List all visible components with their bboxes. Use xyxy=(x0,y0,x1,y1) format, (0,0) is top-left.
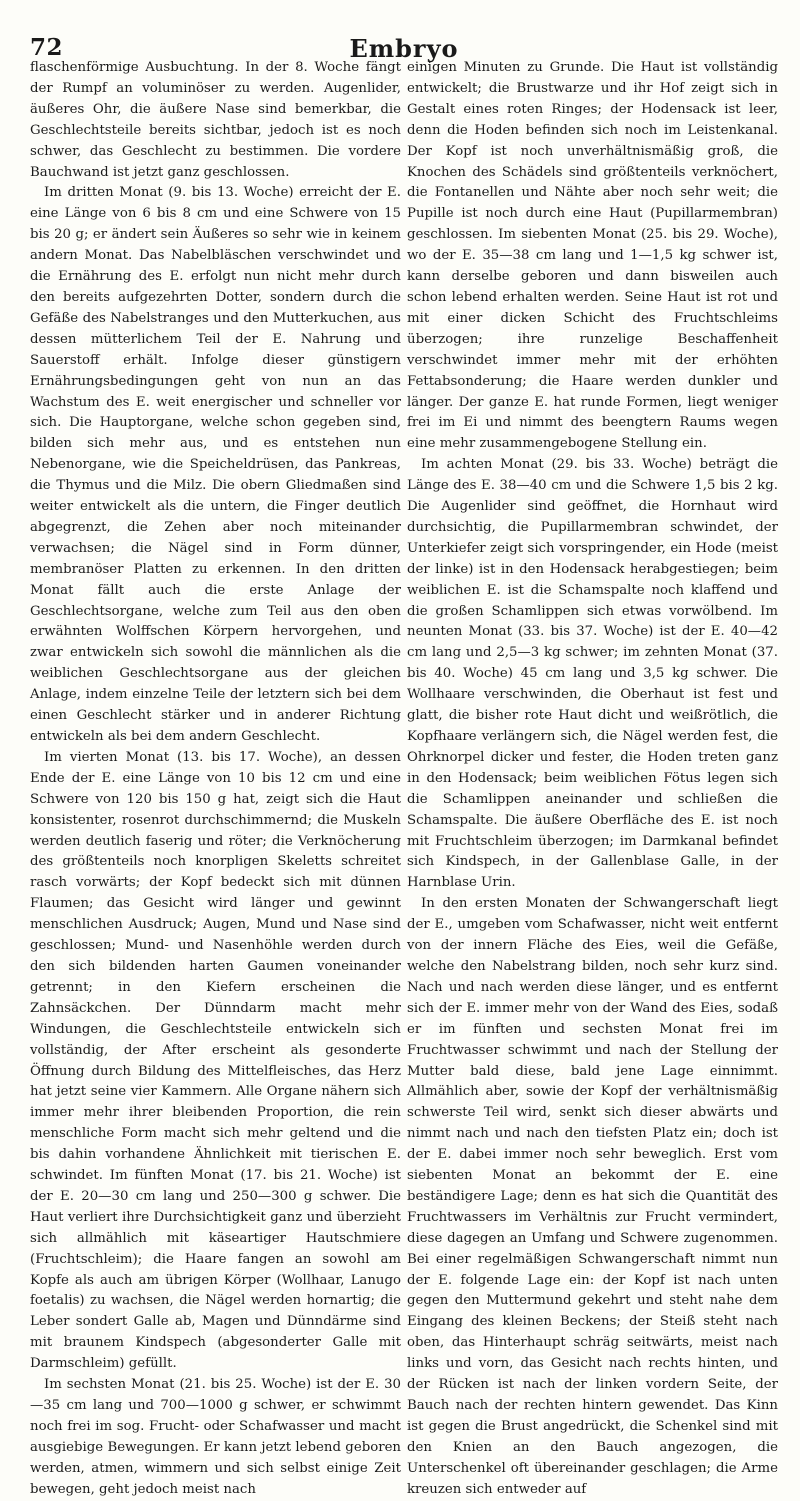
page-header xyxy=(30,0,778,63)
text-columns xyxy=(30,58,778,1501)
paragraph: flaschenförmige Ausbuchtung. In der 8. Woche fängt der Rumpf an voluminöser zu werden. Augenlider, äußeres Ohr, die äußere Nase sind bemerkbar, die Geschlechtsteile bereits sichtbar, jedoch ist es noch schwer, das Geschlecht zu bestimmen. Die vordere Bauchwand ist jetzt ganz geschlossen. xyxy=(30,60,401,180)
page-number: 72 xyxy=(30,34,64,61)
paragraph: Im achten Monat (29. bis 33. Woche) beträgt die Länge des E. 38—40 cm und die Schwere 1,5 bis 2 kg. Die Augenlider sind geöffnet, die Hornhaut wird durchsichtig, die Pupillarmembran schwindet, der Unterkiefer zeigt sich vorspringender, ein Hode (meist der linke) ist in den Hodensack herabgestiegen; beim weiblichen E. ist die Schamspalte noch klaffend und die großen Schamlippen sich etwas vorwölbend. Im neunten Monat (33. bis 37. Woche) ist der E. 40—42 cm lang und 2,5—3 kg schwer; im zehnten Monat (37. bis 40. Woche) 45 cm lang und 3,5 kg schwer. Die Wollhaare verschwinden, die Oberhaut ist fest und glatt, die bisher rote Haut dicht und weißrötlich, die Kopfhaare verlängern sich, die Nägel werden fest, die Ohrknorpel dicker und fester, die Hoden treten ganz in den Hodensack; beim weiblichen Fötus legen sich die Schamlippen aneinander und schließen die Schamspalte. Die äußere Oberfläche des E. ist noch mit Fruchtschleim überzogen; im Darmkanal befindet sich Kindspech, in der Gallenblase Galle, in der Harnblase Urin. xyxy=(407,457,778,891)
left-column xyxy=(30,58,401,1501)
paragraph: Im sechsten Monat (21. bis 25. Woche) ist der E. 30—35 cm lang und 700—1000 g schwer, er schwimmt noch frei im sog. Frucht- oder Schafwasser und macht ausgiebige Bewegungen. Er kann jetzt lebend geboren werden, atmen, wimmern und sich selbst einige Zeit bewegen, geht jedoch meist nach xyxy=(30,1377,401,1497)
paragraph: Im vierten Monat (13. bis 17. Woche), an dessen Ende der E. eine Länge von 10 bis 12 cm und eine Schwere von 120 bis 150 g hat, zeigt sich die Haut konsistenter, rosenrot durchschimmernd; die Muskeln werden deutlich faserig und röter; die Verknöcherung des größtenteils noch knorpligen Skeletts schreitet rasch vorwärts; der Kopf bedeckt sich mit dünnen Flaumen; das Gesicht wird länger und gewinnt menschlichen Ausdruck; Augen, Mund und Nase sind geschlossen; Mund- und Nasenhöhle werden durch den sich bildenden harten Gaumen voneinander getrennt; in den Kiefern erscheinen die Zahnsäckchen. Der Dünndarm macht mehr Windungen, die Geschlechtsteile entwickeln sich vollständig, der After erscheint als gesonderte Öffnung durch Bildung des Mittelfleisches, das Herz hat jetzt seine vier Kammern. Alle Organe nähern sich immer mehr ihrer bleibenden Proportion, die rein menschliche Form macht sich mehr geltend und die bis dahin vorhandene Ähnlichkeit mit tierischen E. schwindet. Im fünften Monat (17. bis 21. Woche) ist der E. 20—30 cm lang und 250—300 g schwer. Die Haut verliert ihre Durchsichtigkeit ganz und überzieht sich allmählich mit käseartiger Hautschmiere (Fruchtschleim); die Haare fangen an sowohl am Kopfe als auch am übrigen Körper (Wollhaar, Lanugo foetalis) zu wachsen, die Nägel werden hornartig; die Leber sondert Galle ab, Magen und Dünndärme sind mit braunem Kindspech (abgesonderter Galle mit Darmschleim) gefüllt. xyxy=(30,749,401,1372)
running-title: Embryo xyxy=(349,34,459,63)
right-column xyxy=(407,58,778,1501)
paragraph: Im dritten Monat (9. bis 13. Woche) erreicht der E. eine Länge von 6 bis 8 cm und eine Schwere von 15 bis 20 g; er ändert sein Äußeres so sehr wie in keinem andern Monat. Das Nabelbläschen verschwindet und die Ernährung des E. erfolgt nun nicht mehr durch den bereits aufgezehrten Dotter, sondern durch die Gefäße des Nabelstranges und den Mutterkuchen, aus dessen mütterlichem Teil der E. Nahrung und Sauerstoff erhält. Infolge dieser günstigern Ernährungsbedingungen geht von nun an das Wachstum des E. weit energischer und schneller vor sich. Die Hauptorgane, welche schon gegeben sind, bilden sich mehr aus, und es entstehen nun Nebenorgane, wie die Speicheldrüsen, das Pankreas, die Thymus und die Milz. Die obern Gliedmaßen sind weiter entwickelt als die untern, die Finger deutlich abgegrenzt, die Zehen aber noch miteinander verwachsen; die Nägel sind in Form dünner, membranöser Platten zu erkennen. In den dritten Monat fällt auch die erste Anlage der Geschlechtsorgane, welche zum Teil aus den oben erwähnten Wolffschen Körpern hervorgehen, und zwar entwickeln sich sowohl die männlichen als die weiblichen Geschlechtsorgane aus der gleichen Anlage, indem einzelne Teile der letztern sich bei dem einen Geschlecht stärker und in anderer Richtung entwickeln als bei dem andern Geschlecht. xyxy=(30,185,401,744)
paragraph: einigen Minuten zu Grunde. Die Haut ist vollständig entwickelt; die Brustwarze und ihr Hof zeigt sich in Gestalt eines roten Ringes; der Hodensack ist leer, denn die Hoden befinden sich noch im Leistenkanal. Der Kopf ist noch unverhältnismäßig groß, die Knochen des Schädels sind größtenteils verknöchert, die Fontanellen und Nähte aber noch sehr weit; die Pupille ist noch durch eine Haut (Pupillarmembran) geschlossen. Im siebenten Monat (25. bis 29. Woche), wo der E. 35—38 cm lang und 1—1,5 kg schwer ist, kann derselbe geboren und dann bisweilen auch schon lebend erhalten werden. Seine Haut ist rot und mit einer dicken Schicht des Fruchtschleims überzogen; ihre runzelige Beschaffenheit verschwindet immer mehr mit der erhöhten Fettabsonderung; die Haare werden dunkler und länger. Der ganze E. hat runde Formen, liegt weniger frei im Ei und nimmt des beengtern Raums wegen eine mehr zusammengebogene Stellung ein. xyxy=(407,60,778,452)
paragraph: In den ersten Monaten der Schwangerschaft liegt der E., umgeben vom Schafwasser, nicht weit entfernt von der innern Fläche des Eies, weil die Gefäße, welche den Nabelstrang bilden, noch sehr kurz sind. Nach und nach werden diese länger, und es entfernt sich der E. immer mehr von der Wand des Eies, sodaß er im fünften und sechsten Monat frei im Fruchtwasser schwimmt und nach der Stellung der Mutter bald diese, bald jene Lage einnimmt. Allmählich aber, sowie der Kopf der verhältnismäßig schwerste Teil wird, senkt sich dieser abwärts und nimmt nach und nach den tiefsten Platz ein; doch ist der E. dabei immer noch sehr beweglich. Erst vom siebenten Monat an bekommt der E. eine beständigere Lage; denn es hat sich die Quantität des Fruchtwassers im Verhältnis zur Frucht vermindert, diese dagegen an Umfang und Schwere zugenommen. Bei einer regelmäßigen Schwangerschaft nimmt nun der E. folgende Lage ein: der Kopf ist nach unten gegen den Muttermund gekehrt und steht nahe dem Eingang des kleinen Beckens; der Steiß steht nach oben, das Hinterhaupt schräg seitwärts, meist nach links und vorn, das Gesicht nach rechts hinten, und der Rücken ist nach der linken vordern Seite, der Bauch nach der rechten hintern gewendet. Das Kinn ist gegen die Brust angedrückt, die Schenkel sind mit den Knien an den Bauch angezogen, die Unterschenkel oft übereinander geschlagen; die Arme kreuzen sich entweder auf xyxy=(407,896,778,1497)
